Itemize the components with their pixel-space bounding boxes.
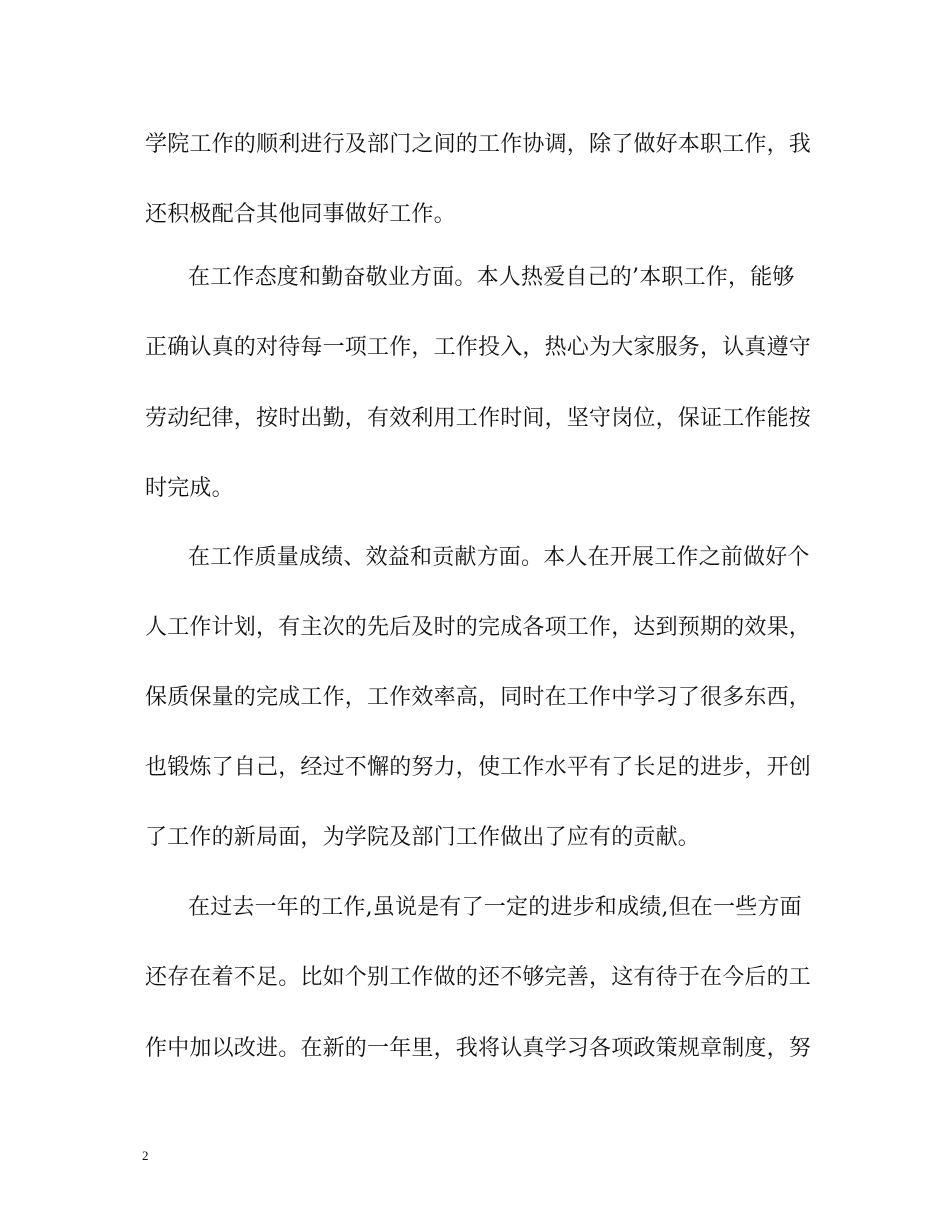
text-line-5: 劳动纪律，按时出勤，有效利用工作时间，坚守岗位，保证工作能按 (145, 406, 812, 431)
paragraph-shortcomings-line-1: 在过去一年的工作,虽说是有了一定的进步和成绩,但在一些方面 (188, 895, 802, 920)
text-line-14: 作中加以改进。在新的一年里，我将认真学习各项政策规章制度，努 (145, 1036, 812, 1061)
page-number: 2 (142, 1148, 149, 1163)
text-line-8: 人工作计划，有主次的先后及时的完成各项工作，达到预期的效果， (145, 615, 812, 640)
text-line-10: 也锻炼了自己，经过不懈的努力，使工作水平有了长足的进步，开创 (145, 755, 812, 780)
text-line-4: 正确认真的对待每一项工作，工作投入，热心为大家服务，认真遵守 (145, 335, 812, 360)
text-line-11: 了工作的新局面，为学院及部门工作做出了应有的贡献。 (145, 825, 701, 850)
paragraph-work-quality-line-1: 在工作质量成绩、效益和贡献方面。本人在开展工作之前做好个 (188, 545, 810, 570)
paragraph-work-attitude-line-1: 在工作态度和勤奋敬业方面。本人热爱自己的’本职工作，能够 (188, 265, 795, 290)
text-line-9: 保质保量的完成工作，工作效率高，同时在工作中学习了很多东西， (145, 685, 812, 710)
text-line-6: 时完成。 (145, 476, 234, 501)
text-line-13: 还存在着不足。比如个别工作做的还不够完善，这有待于在今后的工 (145, 965, 812, 990)
text-line-1: 学院工作的顺利进行及部门之间的工作协调，除了做好本职工作，我 (145, 132, 812, 157)
text-line-2: 还积极配合其他同事做好工作。 (145, 202, 456, 227)
